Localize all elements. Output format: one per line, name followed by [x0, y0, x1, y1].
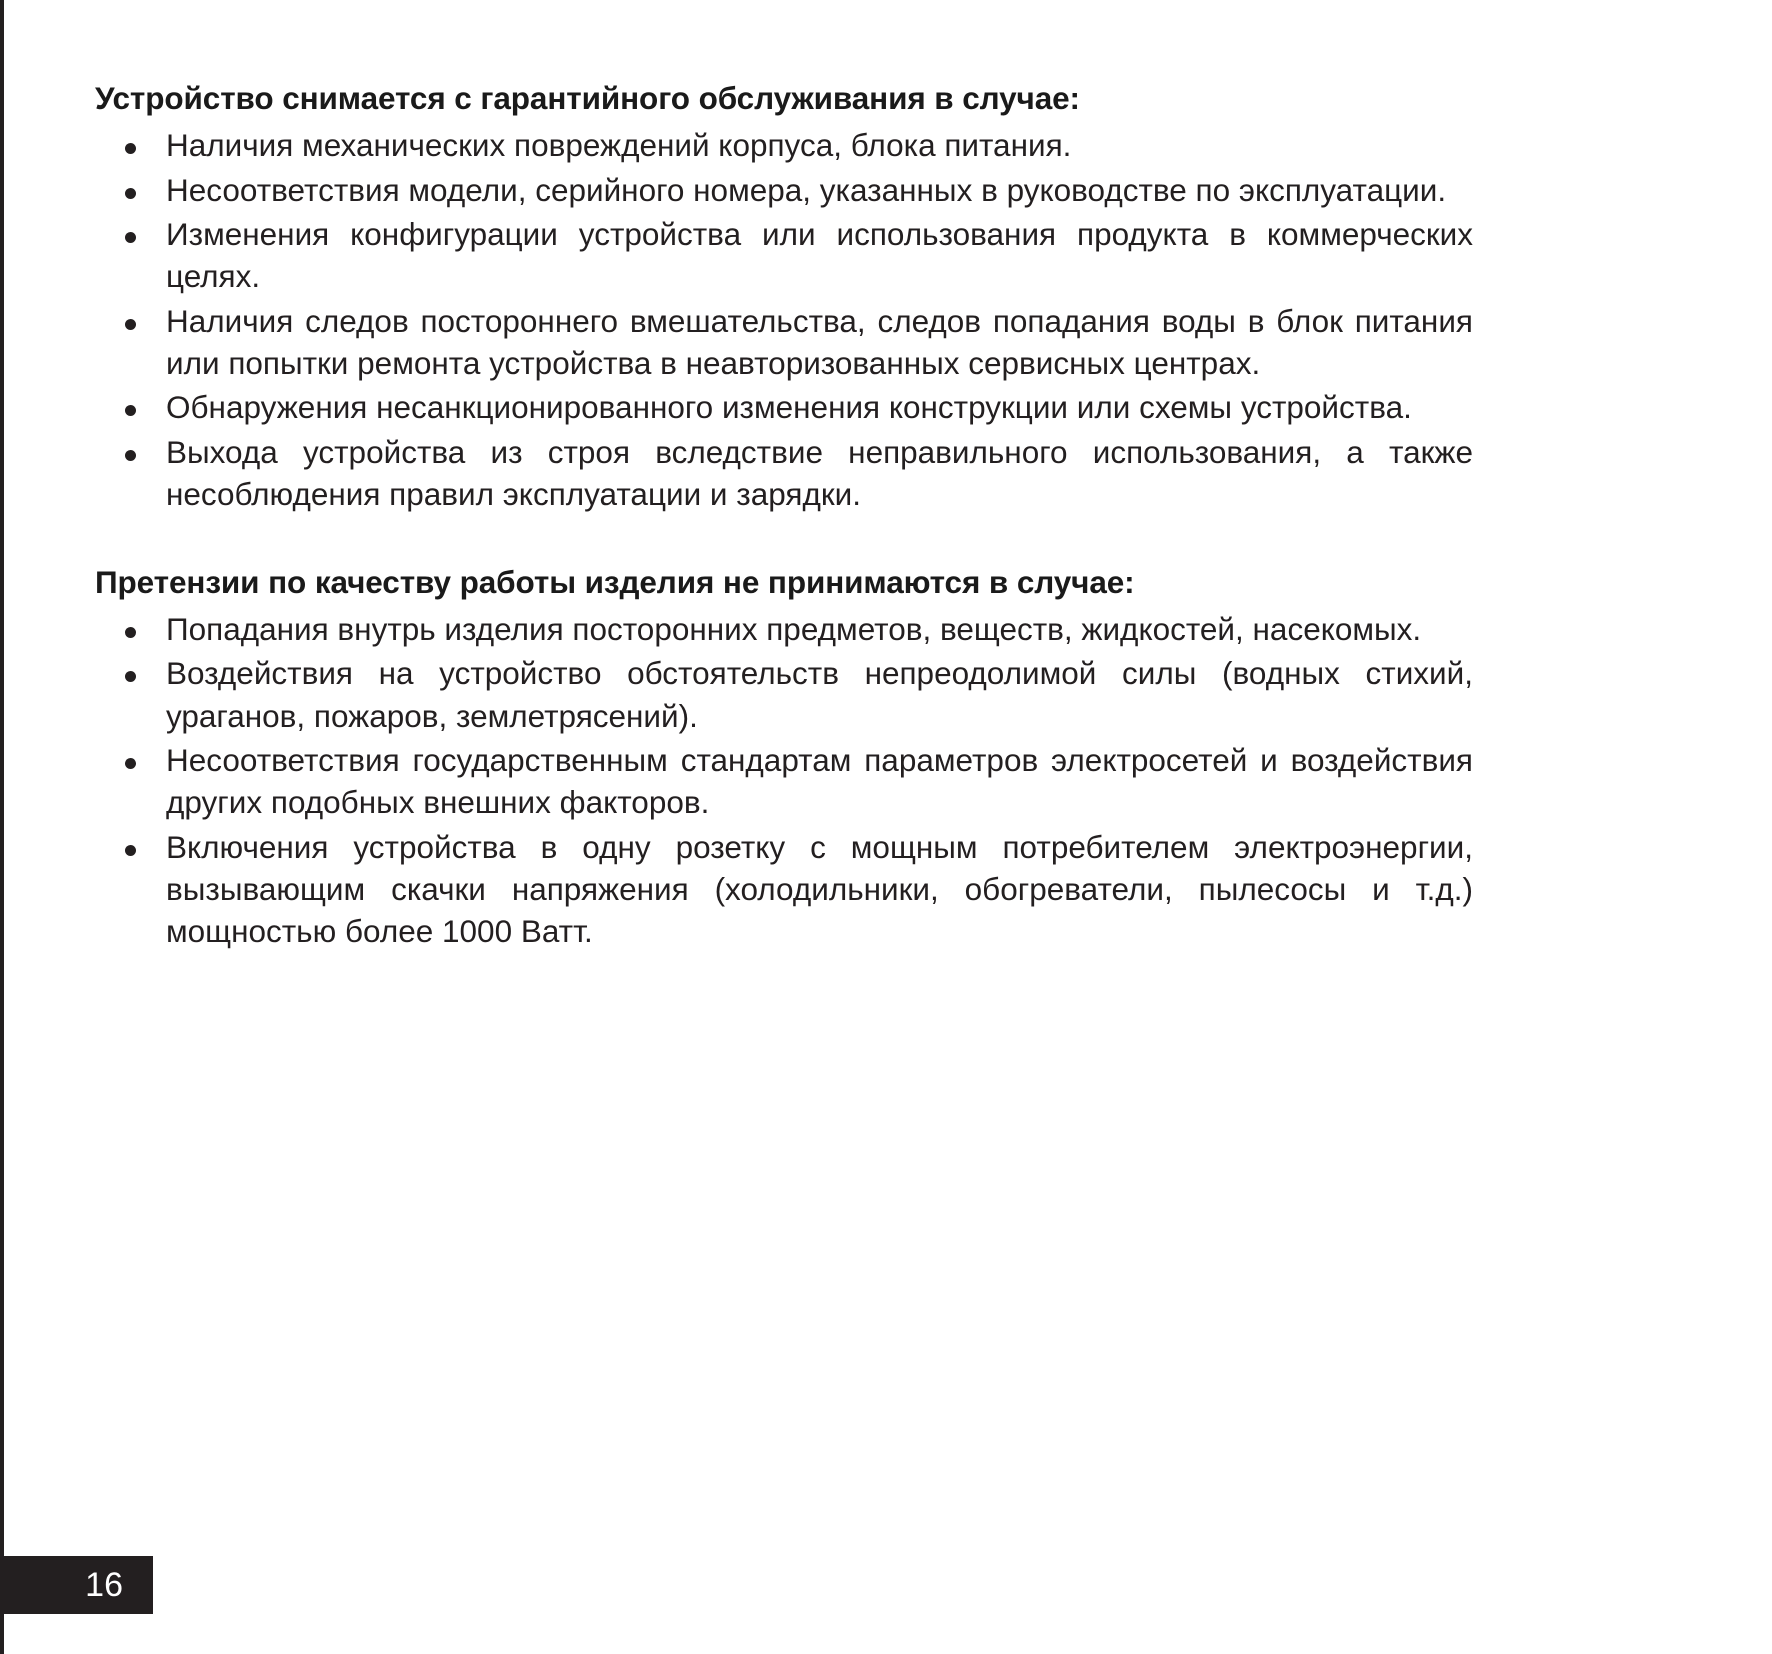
- section-warranty-void: [95, 78, 1473, 516]
- list-item-text: Наличия следов постороннего вмешательства, следов попадания воды в блок питания или попытки ремонта устройства в неавторизованных сервисных центрах.: [166, 302, 1473, 382]
- page-number-label: 16: [85, 1566, 123, 1604]
- list-item: [95, 124, 1473, 166]
- list-item: [95, 431, 1473, 516]
- list-item: [95, 739, 1473, 824]
- list-item-text: Изменения конфигурации устройства или использования продукта в коммерческих целях.: [166, 216, 1473, 295]
- list-item-text: Несоответствия государственным стандартам параметров электросетей и воздействия других подобных внешних факторов.: [166, 741, 1473, 821]
- list-item: [95, 826, 1473, 953]
- list-item-text: Выхода устройства из строя вследствие неправильного использования, а также несоблюдения правил эксплуатации и зарядки.: [166, 433, 1473, 513]
- list-item-text: Обнаружения несанкционированного изменения конструкции или схемы устройства.: [166, 389, 1412, 426]
- section-claims-refused: [95, 562, 1473, 953]
- page-left-edge-rule: [0, 0, 4, 1654]
- bullet-list-claims-refused: [95, 608, 1473, 953]
- list-item: [95, 386, 1473, 428]
- page-content: [95, 78, 1473, 955]
- list-item: [95, 169, 1473, 211]
- list-item: [95, 300, 1473, 385]
- list-item: [95, 608, 1473, 650]
- bullet-list-warranty-void: [95, 124, 1473, 515]
- section-heading-claims-refused: Претензии по качеству работы изделия не принимаются в случае:: [95, 563, 1135, 600]
- list-item: [95, 213, 1473, 298]
- list-item: [95, 652, 1473, 737]
- page-number-badge: [0, 1556, 153, 1614]
- list-item-text: Включения устройства в одну розетку с мощным потребителем электроэнергии, вызывающим скачки напряжения (холодильники, обогреватели, пылесосы и т.д.) мощностью более 1000 Ватт.: [166, 828, 1473, 950]
- section-heading-warranty-void: Устройство снимается с гарантийного обслуживания в случае:: [95, 80, 1080, 116]
- list-item-text: Несоответствия модели, серийного номера, указанных в руководстве по эксплуатации.: [166, 171, 1447, 208]
- list-item-text: Воздействия на устройство обстоятельств непреодолимой силы (водных стихий, ураганов, пожаров, землетрясений).: [166, 655, 1473, 734]
- list-item-text: Попадания внутрь изделия посторонних предметов, веществ, жидкостей, насекомых.: [166, 610, 1422, 647]
- list-item-text: Наличия механических повреждений корпуса, блока питания.: [166, 127, 1072, 164]
